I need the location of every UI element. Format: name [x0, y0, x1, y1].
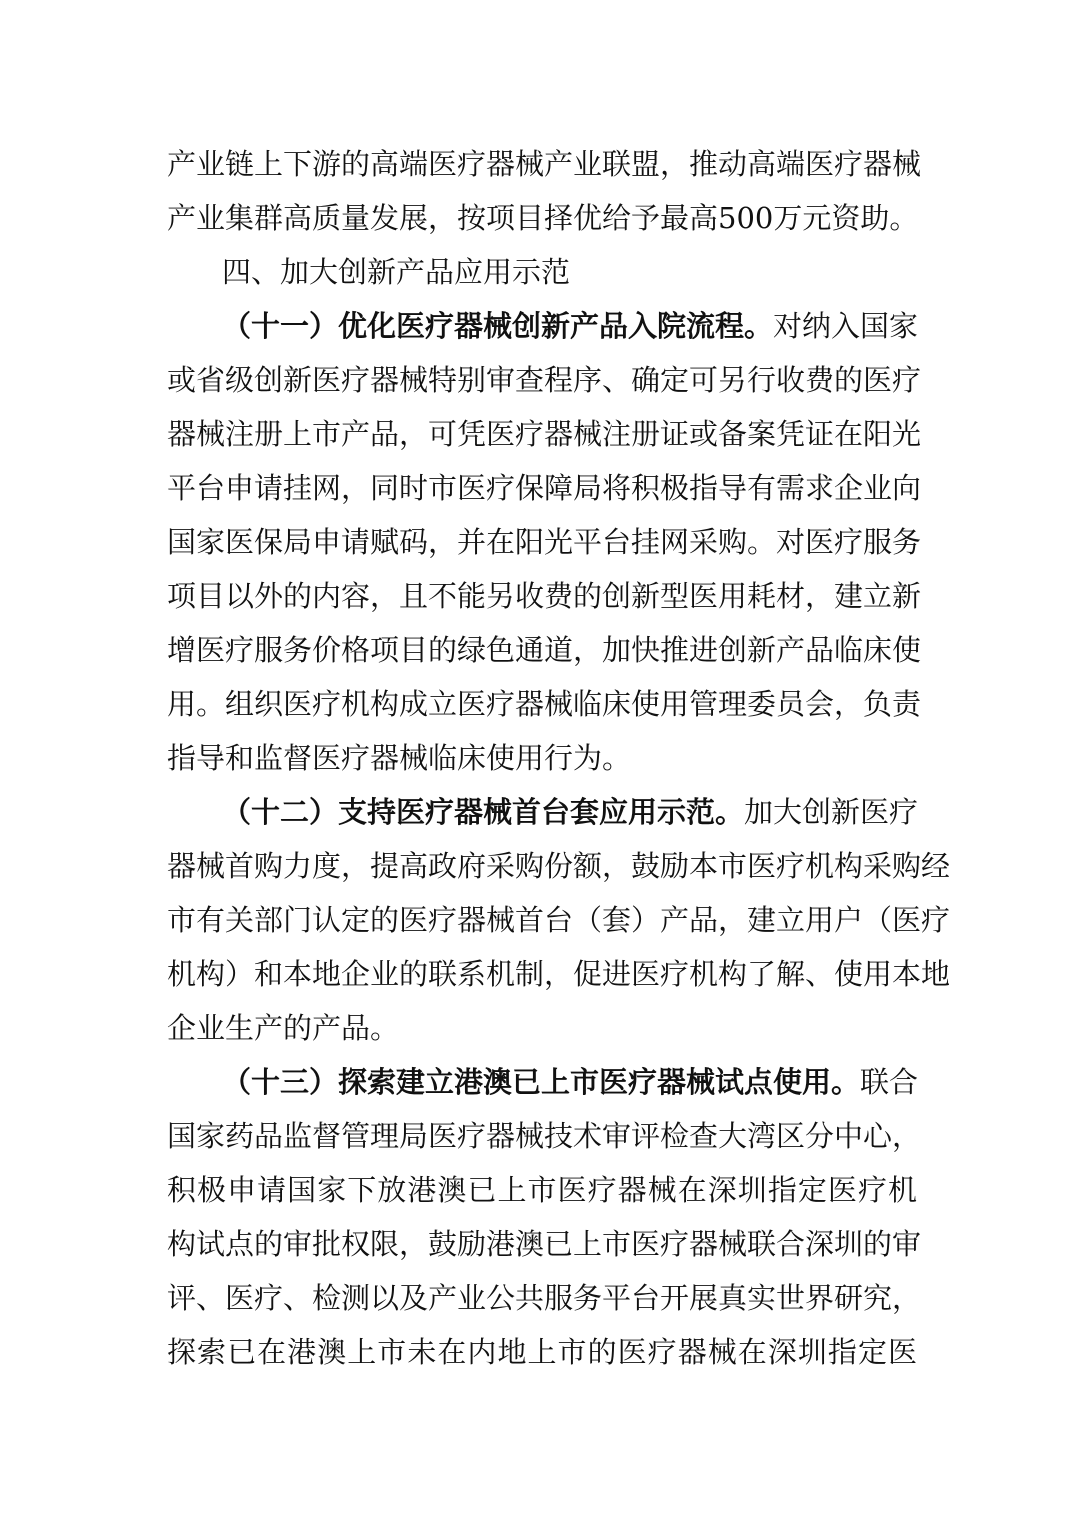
- body-line: 国家医保局申请赋码，并在阳光平台挂网采购。对医疗服务: [167, 525, 922, 559]
- body-line: 国家药品监督管理局医疗器械技术审评检查大湾区分中心，: [167, 1119, 922, 1153]
- body-line: 市有关部门认定的医疗器械首台（套）产品，建立用户（医疗: [167, 903, 951, 937]
- body-line: 器械首购力度，提高政府采购份额，鼓励本市医疗机构采购经: [167, 849, 951, 883]
- body-line: 探索已在港澳上市未在内地上市的医疗器械在深圳指定医: [167, 1335, 917, 1369]
- body-line: 器械注册上市产品，可凭医疗器械注册证或备案凭证在阳光: [167, 417, 922, 451]
- paragraph-first-line: [222, 299, 917, 353]
- body-line: 项目以外的内容，且不能另收费的创新型医用耗材，建立新: [167, 579, 922, 613]
- body-line: 企业生产的产品。: [167, 1011, 400, 1045]
- item-title: （十一）优化医疗器械创新产品入院流程。: [222, 309, 774, 343]
- item-text: 对纳入国家: [773, 309, 919, 343]
- item-text: 加大创新医疗: [744, 795, 919, 829]
- body-line: 增医疗服务价格项目的绿色通道，加快推进创新产品临床使: [167, 633, 922, 667]
- body-line: 评、医疗、检测以及产业公共服务平台开展真实世界研究，: [167, 1281, 922, 1315]
- body-line: 用。组织医疗机构成立医疗器械临床使用管理委员会，负责: [167, 687, 922, 721]
- section-heading: 四、加大创新产品应用示范: [222, 255, 571, 289]
- body-line: 构试点的审批权限，鼓励港澳已上市医疗器械联合深圳的审: [167, 1227, 922, 1261]
- body-line: 指导和监督医疗器械临床使用行为。: [167, 741, 632, 775]
- body-line: 机构）和本地企业的联系机制，促进医疗机构了解、使用本地: [167, 957, 951, 991]
- body-line: 产业集群高质量发展，按项目择优给予最高500万元资助。: [167, 201, 919, 235]
- item-text: 联合: [860, 1065, 919, 1099]
- body-line: 平台申请挂网，同时市医疗保障局将积极指导有需求企业向: [167, 471, 922, 505]
- paragraph-first-line: [222, 1055, 917, 1109]
- body-line: 积极申请国家下放港澳已上市医疗器械在深圳指定医疗机: [167, 1173, 917, 1207]
- body-line: 或省级创新医疗器械特别审查程序、确定可另行收费的医疗: [167, 363, 922, 397]
- paragraph-first-line: [222, 785, 917, 839]
- item-title: （十二）支持医疗器械首台套应用示范。: [222, 795, 745, 829]
- item-title: （十三）探索建立港澳已上市医疗器械试点使用。: [222, 1065, 861, 1099]
- body-line: 产业链上下游的高端医疗器械产业联盟，推动高端医疗器械: [167, 147, 922, 181]
